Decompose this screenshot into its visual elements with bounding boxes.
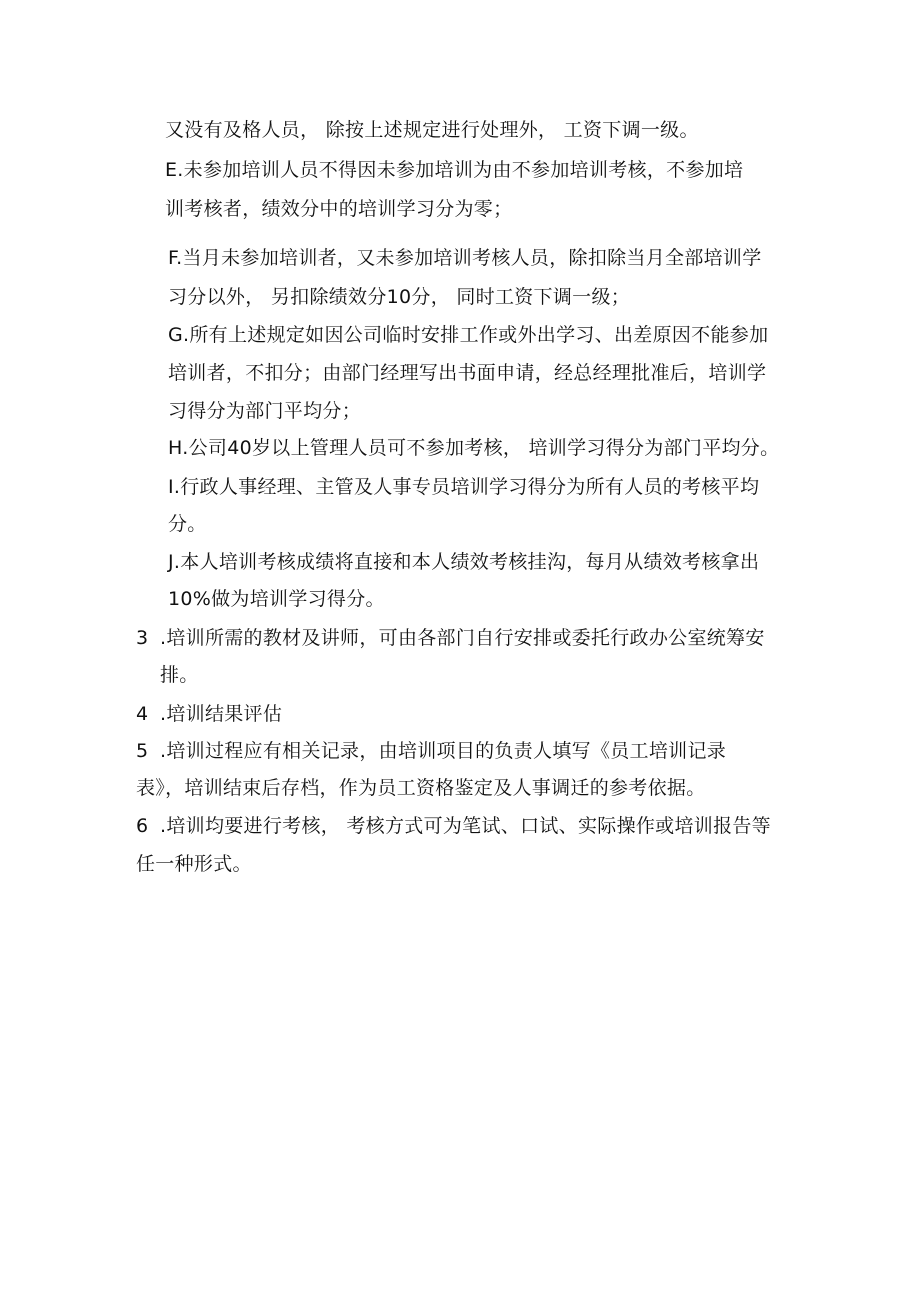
- paragraph-line: 习得分为部门平均分；: [168, 400, 362, 422]
- item-number-4: 4: [136, 703, 149, 725]
- rule-f-line: F.当月未参加培训者，又未参加培训考核人员，除扣除当月全部培训学: [168, 247, 762, 269]
- item-number-6: 6: [136, 815, 149, 837]
- paragraph-line: 10%做为培训学习得分。: [168, 588, 385, 610]
- paragraph-line: 又没有及格人员， 除按上述规定进行处理外， 工资下调一级。: [165, 119, 699, 141]
- rule-i-line: I.行政人事经理、主管及人事专员培训学习得分为所有人员的考核平均: [168, 476, 760, 498]
- rule-e-line: E.未参加培训人员不得因未参加培训为由不参加培训考核，不参加培: [165, 159, 744, 181]
- item-4-line: .培训结果评估: [160, 703, 283, 725]
- item-number-3: 3: [136, 627, 149, 649]
- item-6-line: .培训均要进行考核， 考核方式可为笔试、口试、实际操作或培训报告等: [160, 815, 771, 837]
- rule-j-line: J.本人培训考核成绩将直接和本人绩效考核挂沟，每月从绩效考核拿出: [168, 551, 760, 573]
- paragraph-line: 排。: [160, 664, 199, 686]
- item-number-5: 5: [136, 740, 149, 762]
- paragraph-line: 训考核者，绩效分中的培训学习分为零；: [165, 198, 513, 220]
- rule-g-line: G.所有上述规定如因公司临时安排工作或外出学习、出差原因不能参加: [168, 324, 769, 346]
- rule-h-line: H.公司40岁以上管理人员可不参加考核， 培训学习得分为部门平均分。: [168, 437, 780, 459]
- paragraph-line: 任一种形式。: [136, 853, 252, 875]
- paragraph-line: 分。: [168, 513, 207, 535]
- paragraph-line: 培训者，不扣分；由部门经理写出书面申请，经总经理批准后，培训学: [168, 362, 767, 384]
- item-3-line: .培训所需的教材及讲师，可由各部门自行安排或委托行政办公室统筹安: [160, 627, 765, 649]
- paragraph-line: 习分以外， 另扣除绩效分10分， 同时工资下调一级；: [168, 286, 631, 308]
- paragraph-line: 表》，培训结束后存档，作为员工资格鉴定及人事调迁的参考依据。: [136, 777, 706, 799]
- item-5-line: .培训过程应有相关记录，由培训项目的负责人填写《员工培训记录: [160, 740, 727, 762]
